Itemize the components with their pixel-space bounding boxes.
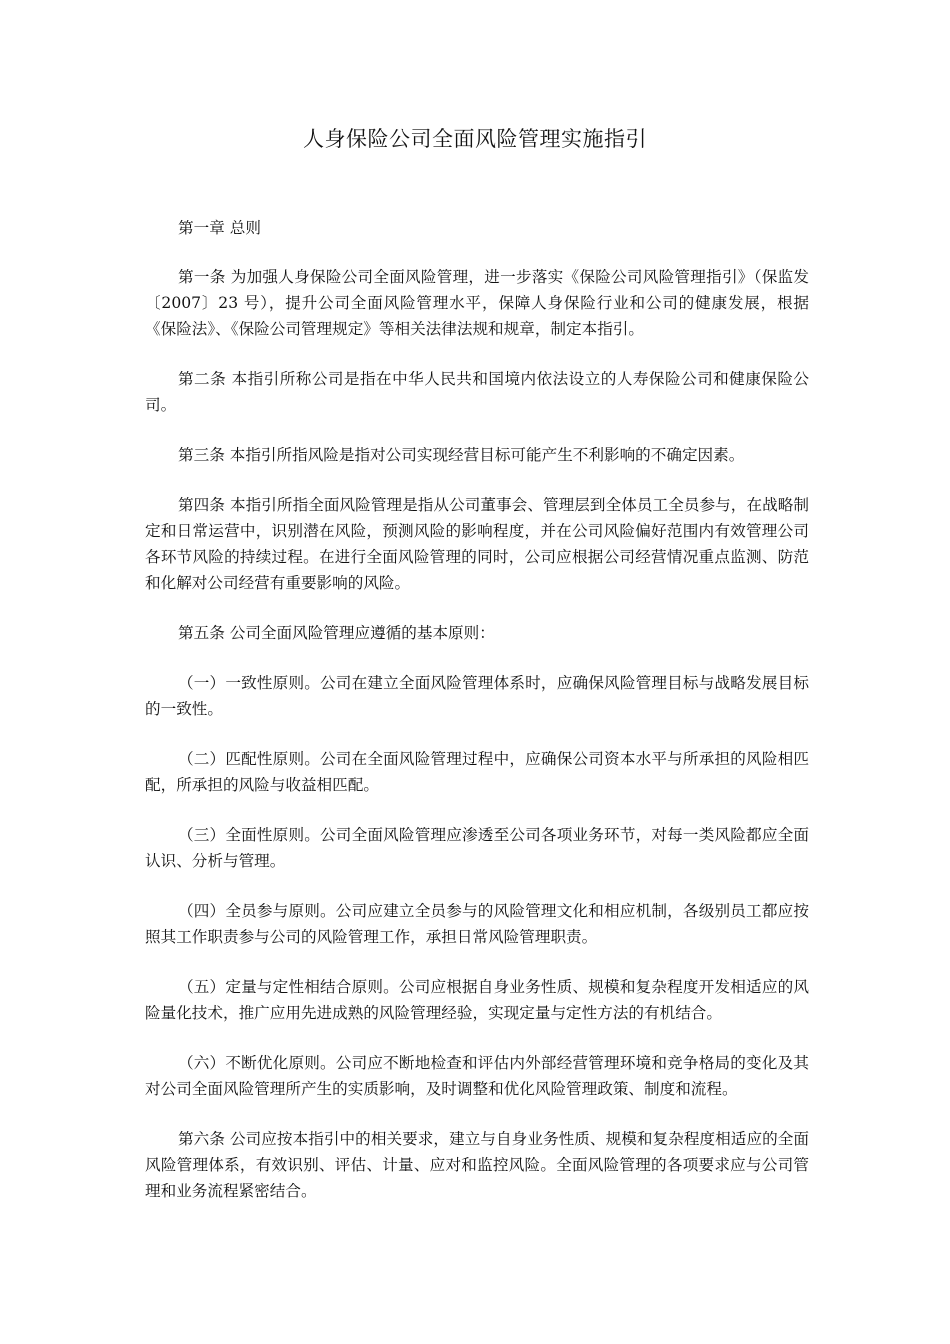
principle-3-comprehensiveness: （三）全面性原则。公司全面风险管理应渗透至公司各项业务环节，对每一类风险都应全面认识、分析与管理。	[145, 826, 809, 870]
article-6: 第六条 公司应按本指引中的相关要求，建立与自身业务性质、规模和复杂程度相适应的全面风险管理体系，有效识别、评估、计量、应对和监控风险。全面风险管理的各项要求应与公司管理和业务流程紧密结合。	[145, 1130, 809, 1200]
article-2: 第二条 本指引所称公司是指在中华人民共和国境内依法设立的人寿保险公司和健康保险公司。	[145, 370, 809, 414]
document-body	[145, 215, 809, 1228]
principle-5-quantitative-qualitative: （五）定量与定性相结合原则。公司应根据自身业务性质、规模和复杂程度开发相适应的风险量化技术，推广应用先进成熟的风险管理经验，实现定量与定性方法的有机结合。	[145, 978, 809, 1022]
article-5: 第五条 公司全面风险管理应遵循的基本原则：	[178, 624, 495, 642]
principle-1-consistency: （一）一致性原则。公司在建立全面风险管理体系时，应确保风险管理目标与战略发展目标的一致性。	[145, 674, 809, 718]
article-1: 第一条 为加强人身保险公司全面风险管理，进一步落实《保险公司风险管理指引》（保监发〔2007〕23 号），提升公司全面风险管理水平，保障人身保险行业和公司的健康发展，根据《保险法》、《保险公司管理规定》等相关法律法规和规章，制定本指引。	[145, 268, 809, 338]
principle-6-continuous-optimization: （六）不断优化原则。公司应不断地检查和评估内外部经营管理环境和竞争格局的变化及其对公司全面风险管理所产生的实质影响，及时调整和优化风险管理政策、制度和流程。	[145, 1054, 809, 1098]
chapter-heading: 第一章 总则	[178, 219, 261, 237]
principle-2-matching: （二）匹配性原则。公司在全面风险管理过程中，应确保公司资本水平与所承担的风险相匹配，所承担的风险与收益相匹配。	[145, 750, 809, 794]
principle-4-full-participation: （四）全员参与原则。公司应建立全员参与的风险管理文化和相应机制，各级别员工都应按照其工作职责参与公司的风险管理工作，承担日常风险管理职责。	[145, 902, 809, 946]
article-3: 第三条 本指引所指风险是指对公司实现经营目标可能产生不利影响的不确定因素。	[178, 446, 745, 464]
document-title: 人身保险公司全面风险管理实施指引	[303, 127, 647, 151]
article-4: 第四条 本指引所指全面风险管理是指从公司董事会、管理层到全体员工全员参与，在战略制定和日常运营中，识别潜在风险，预测风险的影响程度，并在公司风险偏好范围内有效管理公司各环节风险的持续过程。在进行全面风险管理的同时，公司应根据公司经营情况重点监测、防范和化解对公司经营有重要影响的风险。	[145, 496, 809, 592]
